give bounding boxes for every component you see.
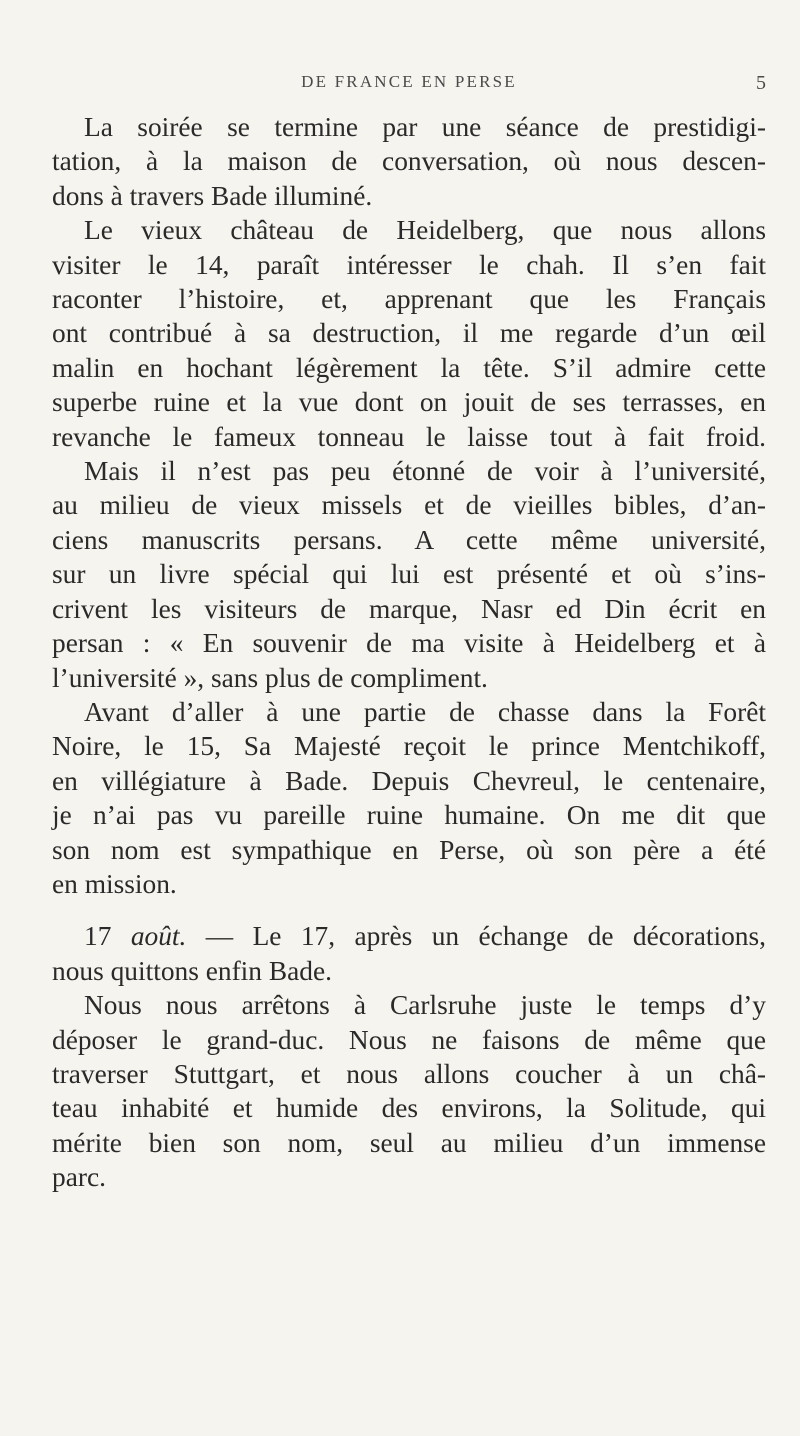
text-line: persan : « En souvenir de ma visite à Heidelberg et à bbox=[52, 628, 766, 659]
text-line: ciens manuscrits persans. A cette même université, bbox=[52, 524, 766, 555]
paragraph-gap bbox=[52, 901, 766, 919]
text-line: l’université », sans plus de compliment. bbox=[52, 662, 488, 693]
paragraph bbox=[52, 919, 766, 988]
text-line: Noire, le 15, Sa Majesté reçoit le prince Mentchikoff, bbox=[52, 731, 766, 762]
text-line: au milieu de vieux missels et de vieilles bibles, d’an- bbox=[52, 490, 766, 521]
text-line: teau inhabité et humide des environs, la Solitude, qui bbox=[52, 1093, 766, 1124]
text-line: Mais il n’est pas peu étonné de voir à l’université, bbox=[84, 456, 766, 487]
paragraph bbox=[52, 110, 766, 213]
paragraph bbox=[52, 988, 766, 1194]
text-line: dons à travers Bade illuminé. bbox=[52, 180, 373, 211]
paragraph bbox=[52, 454, 766, 695]
date-line-rest: — Le 17, après un échange de décorations, bbox=[186, 921, 766, 952]
date-line bbox=[52, 919, 766, 953]
running-title: DE FRANCE EN PERSE bbox=[301, 72, 517, 91]
text-line: en mission. bbox=[52, 868, 177, 899]
text-line: traverser Stuttgart, et nous allons coucher à un châ- bbox=[52, 1058, 766, 1089]
text-line: visiter le 14, paraît intéresser le chah. Il s’en fait bbox=[52, 249, 766, 280]
text-line: superbe ruine et la vue dont on jouit de ses terrasses, en bbox=[52, 387, 766, 418]
text-line: revanche le fameux tonneau le laisse tout à fait froid. bbox=[52, 421, 766, 452]
body-text bbox=[52, 110, 766, 1195]
text-line: Nous nous arrêtons à Carlsruhe juste le temps d’y bbox=[84, 990, 766, 1021]
text-line: sur un livre spécial qui lui est présenté et où s’ins- bbox=[52, 559, 766, 590]
text-line: nous quittons enfin Bade. bbox=[52, 955, 332, 986]
text-line: déposer le grand-duc. Nous ne faisons de même que bbox=[52, 1024, 766, 1055]
date-month: août. bbox=[130, 921, 187, 952]
text-line: Avant d’aller à une partie de chasse dans la Forêt bbox=[84, 696, 766, 727]
text-line: crivent les visiteurs de marque, Nasr ed Din écrit en bbox=[52, 593, 766, 624]
text-line: son nom est sympathique en Perse, où son père a été bbox=[52, 834, 766, 865]
text-line: malin en hochant légèrement la tête. S’il admire cette bbox=[52, 352, 766, 383]
text-line: mérite bien son nom, seul au milieu d’un immense bbox=[52, 1127, 766, 1158]
page-number: 5 bbox=[756, 72, 766, 94]
text-line: ont contribué à sa destruction, il me regarde d’un œil bbox=[52, 318, 766, 349]
text-line: parc. bbox=[52, 1162, 106, 1193]
text-line: je n’ai pas vu pareille ruine humaine. On me dit que bbox=[52, 800, 766, 831]
text-line: La soirée se termine par une séance de prestidigi- bbox=[84, 112, 766, 142]
text-line: en villégiature à Bade. Depuis Chevreul, le centenaire, bbox=[52, 765, 766, 796]
paragraph bbox=[52, 695, 766, 901]
paragraph bbox=[52, 213, 766, 454]
text-line: Le vieux château de Heidelberg, que nous allons bbox=[84, 215, 766, 246]
date-day: 17 bbox=[84, 921, 112, 952]
page-header bbox=[52, 72, 766, 108]
text-line: raconter l’histoire, et, apprenant que les Français bbox=[52, 284, 766, 315]
text-line: tation, à la maison de conversation, où nous descen- bbox=[52, 146, 766, 177]
